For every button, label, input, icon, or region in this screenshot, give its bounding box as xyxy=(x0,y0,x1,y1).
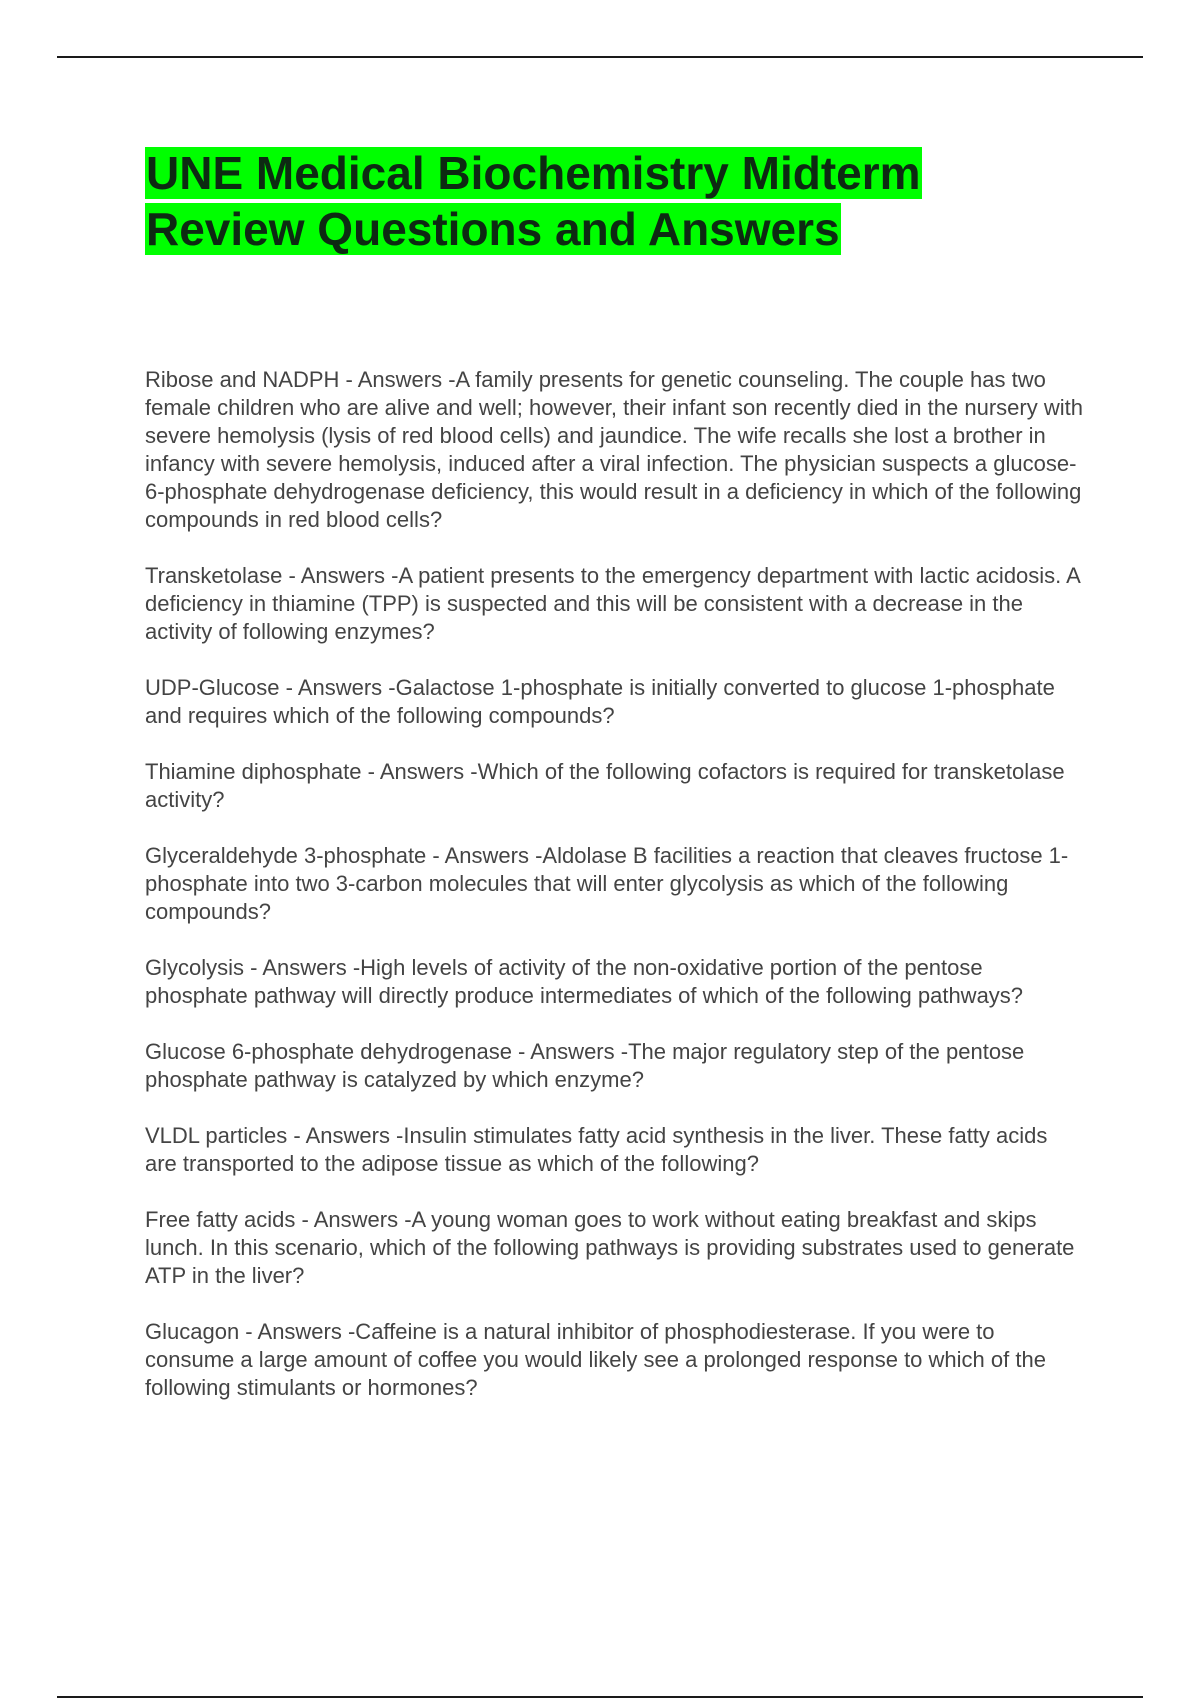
qa-item-6: Glycolysis - Answers -High levels of activity of the non-oxidative portion of the pentose phosphate pathway will directly produce intermediates of which of the following pathways? xyxy=(145,955,1024,1008)
qa-item-9: Free fatty acids - Answers -A young woman goes to work without eating breakfast and skips lunch. In this scenario, which of the following pathways is providing substrates used to generate ATP in the liver? xyxy=(145,1207,1075,1288)
qa-item-2: Transketolase - Answers -A patient presents to the emergency department with lactic acidosis. A deficiency in thiamine (TPP) is suspected and this will be consistent with a decrease in the activity of following enzymes? xyxy=(145,563,1080,644)
footer-rule xyxy=(57,1696,1143,1698)
qa-item-7: Glucose 6-phosphate dehydrogenase - Answers -The major regulatory step of the pentose phosphate pathway is catalyzed by which enzyme? xyxy=(145,1039,1025,1092)
qa-item-1: Ribose and NADPH - Answers -A family presents for genetic counseling. The couple has two female children who are alive and well; however, their infant son recently died in the nursery with severe hemolysis (lysis of red blood cells) and jaundice. The wife recalls she lost a brother in infancy with severe hemolysis, induced after a viral infection. The physician suspects a glucose-6-phosphate dehydrogenase deficiency, this would result in a deficiency in which of the following compounds in red blood cells? xyxy=(145,367,1083,532)
header-rule xyxy=(57,56,1143,58)
title-block xyxy=(145,145,1045,257)
page-title-highlight: UNE Medical Biochemistry Midterm Review Questions and Answers xyxy=(146,147,921,255)
qa-item-4: Thiamine diphosphate - Answers -Which of the following cofactors is required for transketolase activity? xyxy=(145,759,1065,812)
qa-item-3: UDP-Glucose - Answers -Galactose 1-phosphate is initially converted to glucose 1-phosphate and requires which of the following compounds? xyxy=(145,675,1055,728)
qa-item-8: VLDL particles - Answers -Insulin stimulates fatty acid synthesis in the liver. These fatty acids are transported to the adipose tissue as which of the following? xyxy=(145,1123,1048,1176)
qa-item-10: Glucagon - Answers -Caffeine is a natural inhibitor of phosphodiesterase. If you were to consume a large amount of coffee you would likely see a prolonged response to which of the following stimulants or hormones? xyxy=(145,1319,1046,1400)
qa-item-5: Glyceraldehyde 3-phosphate - Answers -Aldolase B facilities a reaction that cleaves fructose 1-phosphate into two 3-carbon molecules that will enter glycolysis as which of the following compounds? xyxy=(145,843,1069,924)
qa-list xyxy=(145,366,1085,1430)
page-title xyxy=(145,145,1045,257)
